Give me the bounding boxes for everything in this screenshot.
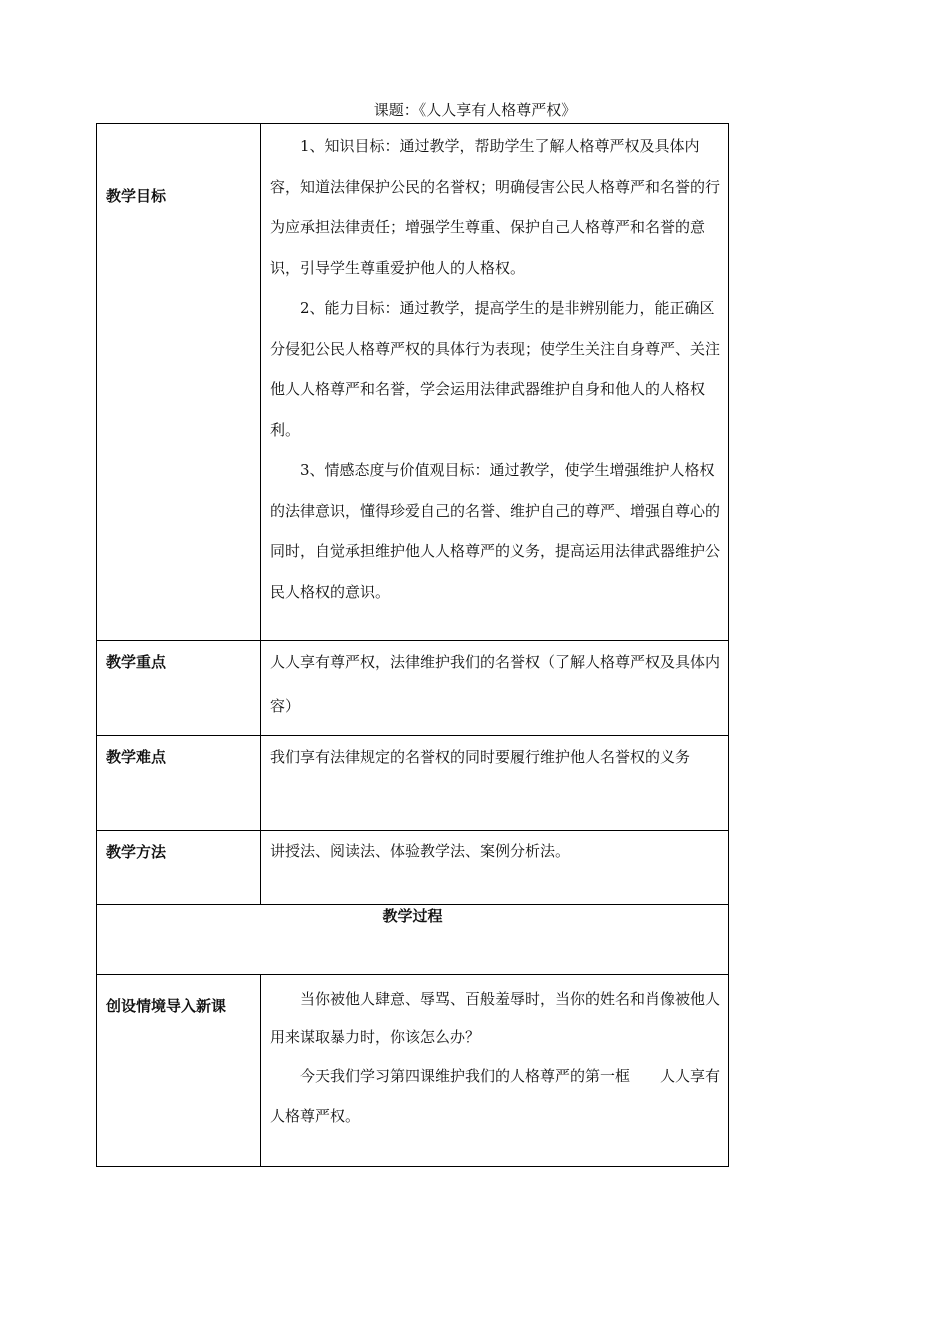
- intro-label: 创设情境导入新课: [97, 975, 261, 1167]
- teaching-goals-label: 教学目标: [97, 124, 261, 641]
- ability-goal-text: 2、能力目标：通过教学，提高学生的是非辨别能力，能正确区分侵犯公民人格尊严权的具体行为表现；使学生关注自身尊严、关注他人人格尊严和名誉，学会运用法律武器维护自身和他人的人格权利。: [270, 299, 721, 439]
- teaching-process-heading: 教学过程: [97, 905, 729, 975]
- key-points-row: [97, 641, 729, 736]
- intro-topic-text: 今天我们学习第四课维护我们的人格尊严的第一框 人人享有人格尊严权。: [270, 1067, 721, 1125]
- methods-label: 教学方法: [97, 831, 261, 905]
- methods-content: [261, 831, 729, 905]
- intro-question-text: 当你被他人肆意、辱骂、百般羞辱时，当你的姓名和肖像被他人用来谋取暴力时，你该怎么办？: [270, 990, 721, 1046]
- teaching-goals-row: [97, 124, 729, 641]
- attitude-goal-text: 3、情感态度与价值观目标：通过教学，使学生增强维护人格权的法律意识，懂得珍爱自己的名誉、维护自己的尊严、增强自尊心的同时，自觉承担维护他人人格尊严的义务，提高运用法律武器维护公民人格权的意识。: [270, 461, 721, 601]
- lesson-title: 课题：《人人享有人格尊严权》: [373, 101, 577, 119]
- methods-row: [97, 831, 729, 905]
- difficulties-row: [97, 736, 729, 831]
- intro-content: [261, 975, 729, 1167]
- key-points-text: 人人享有尊严权，法律维护我们的名誉权（了解人格尊严权及具体内容）: [270, 653, 721, 715]
- teaching-process-row: [97, 905, 729, 975]
- knowledge-goal-text: 1、知识目标：通过教学，帮助学生了解人格尊严权及具体内容，知道法律保护公民的名誉权；明确侵害公民人格尊严和名誉的行为应承担法律责任；增强学生尊重、保护自己人格尊严和名誉的意识，引导学生尊重爱护他人的人格权。: [270, 137, 721, 277]
- lesson-plan-table: [96, 123, 729, 1167]
- teaching-goals-content: [261, 124, 729, 641]
- intro-row: [97, 975, 729, 1167]
- difficulties-label: 教学难点: [97, 736, 261, 831]
- key-points-label: 教学重点: [97, 641, 261, 736]
- difficulties-content: [261, 736, 729, 831]
- key-points-content: [261, 641, 729, 736]
- methods-text: 讲授法、阅读法、体验教学法、案例分析法。: [270, 842, 571, 860]
- difficulties-text: 我们享有法律规定的名誉权的同时要履行维护他人名誉权的义务: [270, 748, 691, 766]
